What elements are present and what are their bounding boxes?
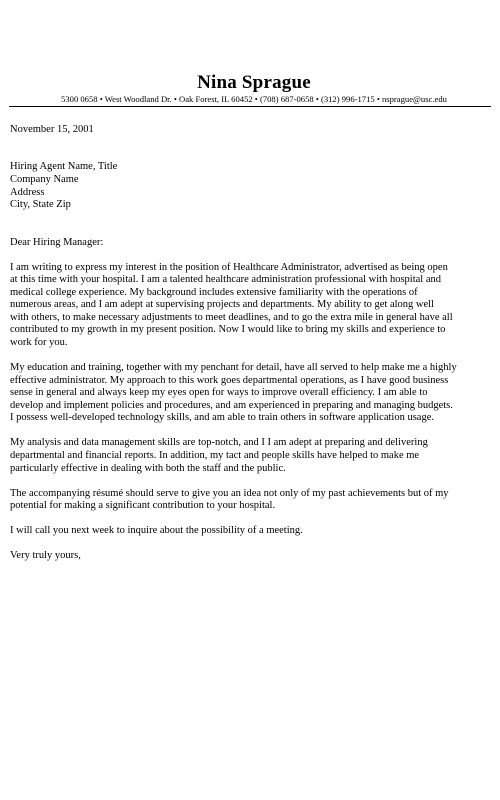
paragraph-line: I will call you next week to inquire about the possibility of a meeting. [10,525,303,537]
letterhead [10,72,490,105]
sender-contact-line: 5300 0658 • West Woodland Dr. • Oak Forest, IL 60452 • (708) 687-0658 • (312) 996-1715 • nsprague@usc.edu [61,94,447,104]
paragraph-line: potential for making a significant contribution to your hospital. [10,500,276,512]
paragraph-line: effective administrator. My approach to this work goes departmental operations, as I have good business [10,374,449,386]
paragraph [10,262,492,350]
recipient-block [10,161,492,211]
paragraph [10,488,492,513]
paragraph-line: develop and implement policies and procedures, and am experienced in preparing and managing budgets. [10,399,453,411]
spacer [10,475,492,487]
recipient-line: City, State Zip [10,199,71,211]
paragraph-line: numerous areas, and I am adept at supervising projects and departments. My ability to get along well [10,299,434,311]
recipient-line: Hiring Agent Name, Title [10,161,118,173]
paragraph-line: departmental and financial reports. In addition, my tact and people skills have helped to make me [10,450,420,462]
paragraph-line: The accompanying résumé should serve to give you an idea not only of my past achievements but of my [10,487,449,499]
recipient-line: Company Name [10,173,79,185]
paragraph-line: My analysis and data management skills are top-notch, and I I am adept at preparing and delivering [10,437,428,449]
spacer [10,538,492,550]
paragraph-line: My education and training, together with my penchant for detail, have all served to help make me a highly [10,362,457,374]
spacer [10,149,492,161]
paragraph-line: sense in general and always keep my eyes open for ways to improve overall efficiency. I am able to [10,387,428,399]
letter-date: November 15, 2001 [10,124,94,135]
recipient-line: Address [10,186,45,198]
salutation: Dear Hiring Manager: [10,236,104,248]
paragraph-line: work for you. [10,337,68,349]
paragraph-line: I am writing to express my interest in the position of Healthcare Administrator, advertised as being open [10,261,448,273]
paragraph [10,437,492,475]
paragraph-line: particularly effective in dealing with both the staff and the public. [10,462,286,474]
paragraph-line: contributed to my growth in my present position. Now I would like to bring my skills and experience to [10,324,446,336]
spacer [10,425,492,437]
header-divider [9,106,491,107]
paragraph [10,362,492,425]
spacer [10,212,492,224]
letter-body [10,124,492,563]
sender-name: Nina Sprague [197,72,311,93]
spacer [10,513,492,525]
closing: Very truly yours, [10,550,81,562]
spacer [10,224,492,236]
paragraph [10,525,492,538]
paragraph-line: I possess well-developed technology skills, and am able to train others in software application usage. [10,412,434,424]
paragraph-line: with others, to make necessary adjustments to meet deadlines, and to go the extra mile in general have all [10,311,453,323]
spacer [10,137,492,149]
paragraph-line: at this time with your hospital. I am a talented healthcare administration professional with hospital and [10,274,441,286]
spacer [10,249,492,261]
spacer [10,350,492,362]
paragraph-line: medical college experience. My background includes extensive familiarity with the operations of [10,286,418,298]
